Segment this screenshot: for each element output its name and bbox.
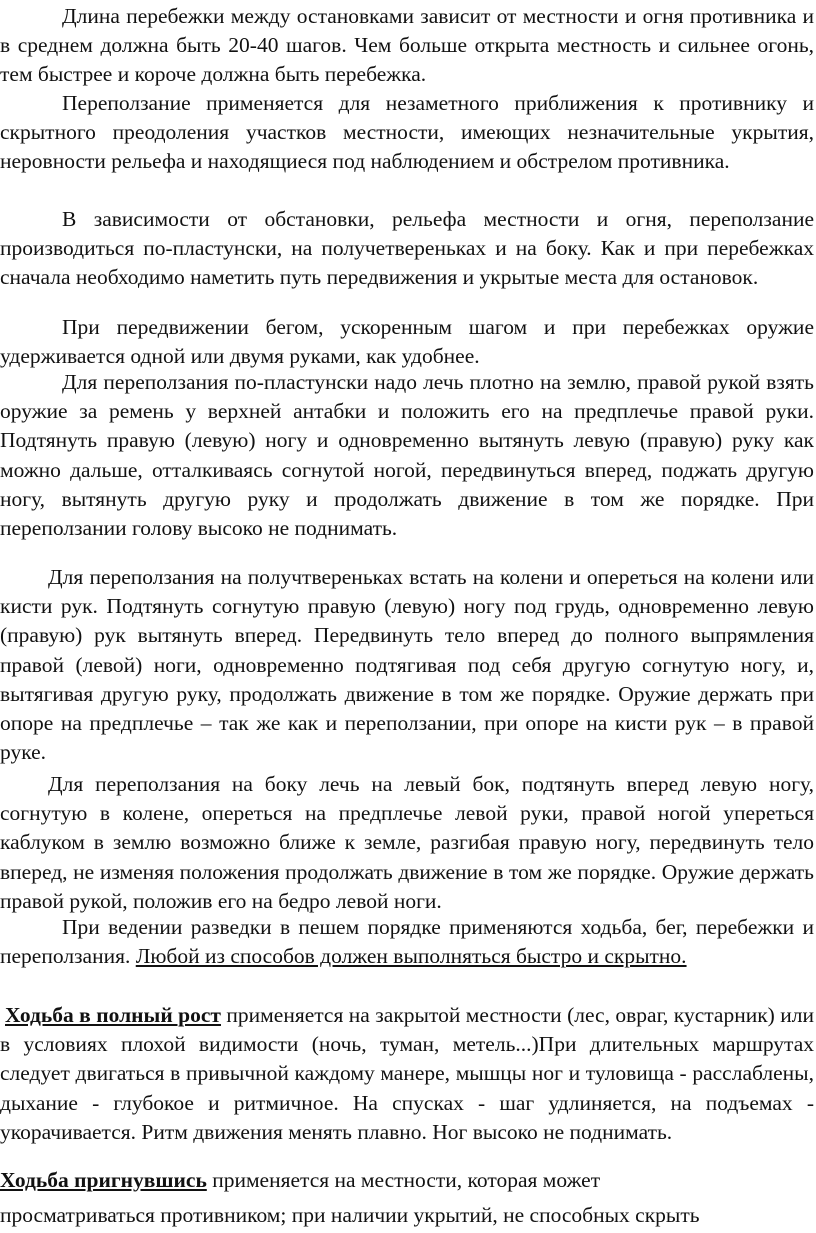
heading-walking-upright: Ходьба в полный рост [5,1003,221,1027]
paragraph-reconnaissance [0,913,816,971]
reconnaissance-underlined: Любой из способов должен выполняться быстро и скрытно. [135,944,687,969]
heading-walking-crouched: Ходьба пригнувшись [0,1168,207,1192]
paragraph-walking-upright [0,1001,816,1147]
paragraph-weapon-holding: При передвижении бегом, ускоренным шагом и при перебежках оружие удерживается одной или двумя руками, как удобнее. [0,315,814,369]
paragraph-crawling-purpose: Переползание применяется для незаметного приближения к противнику и скрытного преодоления участков местности, имеющих незначительные укрытия, неровности рельефа и находящиеся под наблюдением и обстрелом противника. [0,91,814,174]
reconnaissance-text: При ведении разведки в пешем порядке применяются ходьба, бег, перебежки и переползания. [0,915,814,969]
paragraph-last-line: просматриваться противником; при наличии укрытий, не способных скрыть [0,1203,700,1227]
paragraph-all-fours-crawl: Для переползания на получтвереньках встать на колени и опереться на колени или кисти рук. Подтянуть согнутую правую (левую) ногу под грудь, одновременно левую (правую) рук вытянуть вперед. Передвинуть тело вперед до полного выпрямления правой (левой) ноги, одновременно подтягивая под себя другую согнутую ногу, и, вытягивая другую руку, продолжать движение в том же порядке. Оружие держать при опоре на предплечье – так же как и переползании, при опоре на кисти рук – в правой руке. [0,565,814,765]
walking-upright-text: применяется на закрытой местности (лес, овраг, кустарник) или в условиях плохой видимости (ночь, туман, метель...)При длительных маршрутах следует двигаться в привычной каждому манере, мышцы ног и туловища - расслаблены, дыхание - глубокое и ритмичное. На спусках - шаг удлиняется, на подъемах - укорачивается. Ритм движения менять плавно. Ног высоко не поднимать. [0,1003,814,1144]
paragraph-side-crawl: Для переползания на боку лечь на левый бок, подтянуть вперед левую ногу, согнутую в колене, опереться на предплечье левой руки, правой ногой упереться каблуком в землю возможно ближе к земле, разгибая правую ногу, передвинуть тело вперед, не изменяя положения продолжать движение в том же порядке. Оружие держать правой рукой, положив его на бедро левой ноги. [0,772,814,913]
paragraph-crawling-methods: В зависимости от обстановки, рельефа местности и огня, переползание производиться по-пластунски, на получетвереньках и на боку. Как и при перебежках сначала необходимо наметить путь передвижения и укрытые места для остановок. [0,207,814,290]
paragraph-dash-length: Длина перебежки между остановками зависит от местности и огня противника и в среднем должна быть 20-40 шагов. Чем больше открыта местность и сильнее огонь, тем быстрее и короче должна быть перебежка. [0,4,814,87]
walking-crouched-text: применяется на местности, которая может [212,1168,601,1192]
paragraph-plastun-crawl: Для переползания по-пластунски надо лечь плотно на землю, правой рукой взять оружие за ремень у верхней антабки и положить его на предплечье правой руки. Подтянуть правую (левую) ногу и одновременно вытянуть левую (правую) руку как можно дальше, отталкиваясь согнутой ногой, передвинуться вперед, поджать другую ногу, вытянуть другую руку и продолжать движение в том же порядке. При переползании голову высоко не поднимать. [0,370,814,541]
paragraph-walking-crouched [0,1166,816,1195]
